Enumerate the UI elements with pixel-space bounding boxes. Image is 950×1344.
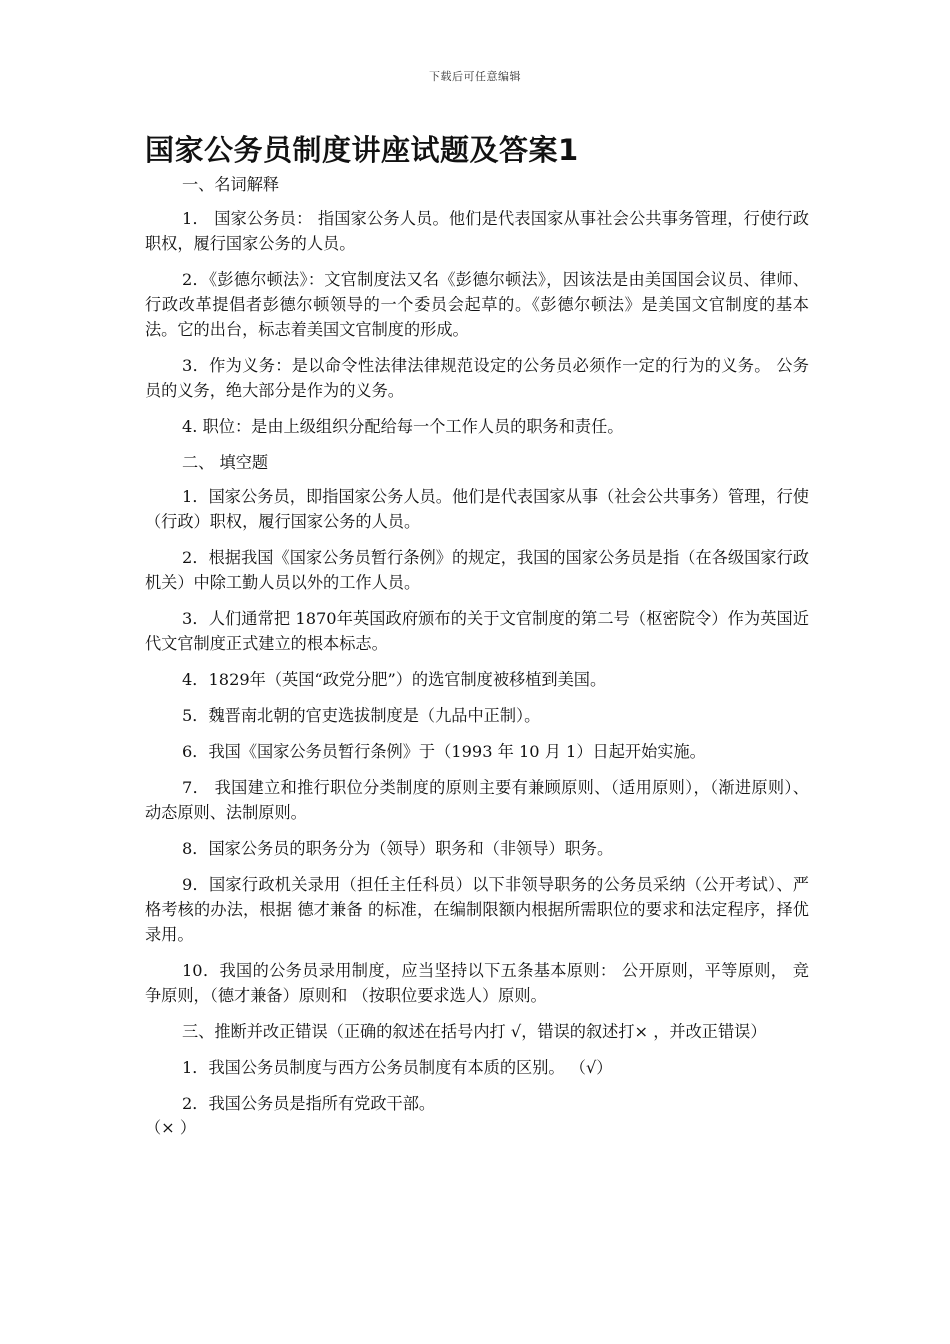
- paragraph-judge-1: 1．我国公务员制度与西方公务员制度有本质的区别。 （√）: [182, 1058, 613, 1077]
- paragraph-fill-8: 8．国家公务员的职务分为（领导）职务和（非领导）职务。: [182, 839, 614, 858]
- paragraph-fill-2: 2．根据我国《国家公务员暂行条例》的规定，我国的国家公务员是指（在各级国家行政机关）中除工勤人员以外的工作人员。: [145, 548, 809, 592]
- paragraph-definition-3: 3．作为义务：是以命令性法律法律规范设定的公务员必须作一定的行为的义务。 公务员的义务，绝大部分是作为的义务。: [145, 356, 809, 400]
- paragraph-fill-1: 1．国家公务员，即指国家公务人员。他们是代表国家从事（社会公共事务）管理，行使（行政）职权，履行国家公务的人员。: [145, 487, 809, 531]
- paragraph-fill-10: 10．我国的公务员录用制度，应当坚持以下五条基本原则： 公开原则，平等原则， 竞争原则，（德才兼备）原则和 （按职位要求选人）原则。: [145, 961, 809, 1005]
- section-heading-fill-blank: 二、 填空题: [182, 453, 269, 472]
- paragraph-fill-7: 7． 我国建立和推行职位分类制度的原则主要有兼顾原则、（适用原则），（渐进原则）、动态原则、法制原则。: [145, 778, 809, 822]
- paragraph-definition-2: 2．《彭德尔顿法》：文官制度法又名《彭德尔顿法》，因该法是由美国国会议员、律师、行政改革提倡者彭德尔顿领导的一个委员会起草的。《彭德尔顿法》是美国文官制度的基本法。它的出台，标志着美国文官制度的形成。: [145, 270, 809, 339]
- section-heading-judgement: 三、推断并改正错误（正确的叙述在括号内打 √，错误的叙述打× ，并改正错误）: [182, 1022, 767, 1041]
- paragraph-fill-5: 5．魏晋南北朝的官吏选拔制度是（九品中正制）。: [182, 706, 541, 725]
- paragraph-judge-2: 2．我国公务员是指所有党政干部。: [182, 1094, 436, 1113]
- paragraph-fill-9: 9．国家行政机关录用（担任主任科员）以下非领导职务的公务员采纳（公开考试）、严格考核的办法，根据 德才兼备 的标准，在编制限额内根据所需职位的要求和法定程序，择优录用。: [145, 875, 809, 944]
- judge-2-answer: （× ）: [145, 1118, 197, 1137]
- document-body: [145, 130, 809, 1140]
- paragraph-definition-4: 4. 职位：是由上级组织分配给每一个工作人员的职务和责任。: [182, 417, 624, 436]
- paragraph-fill-6: 6．我国《国家公务员暂行条例》于（1993 年 10 月 1）日起开始实施。: [182, 742, 706, 761]
- paragraph-fill-4: 4．1829年（英国“政党分肥”）的选官制度被移植到美国。: [182, 670, 607, 689]
- document-title: 国家公务员制度讲座试题及答案1: [145, 133, 579, 167]
- paragraph-definition-1: 1． 国家公务员： 指国家公务人员。他们是代表国家从事社会公共事务管理，行使行政职权，履行国家公务的人员。: [145, 209, 809, 253]
- section-heading-definitions: 一、名词解释: [182, 175, 280, 194]
- header-note: 下载后可任意编辑: [429, 70, 521, 83]
- paragraph-fill-3: 3．人们通常把 1870年英国政府颁布的关于文官制度的第二号（枢密院令）作为英国近代文官制度正式建立的根本标志。: [145, 609, 809, 653]
